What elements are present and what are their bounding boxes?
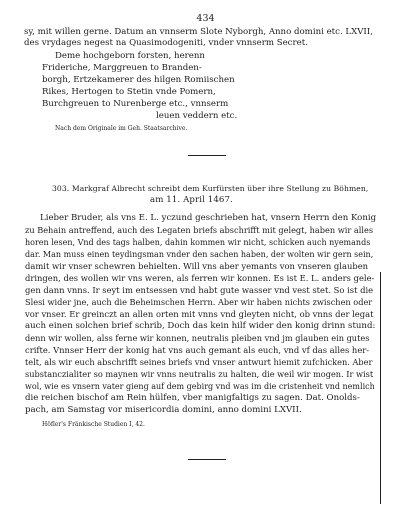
body-line: Lieber Bruder, als vns E. L. yczund geschrieben hat, vnsern Herrn den Konig <box>40 213 377 223</box>
body-line: telt, als wir euch abschrifft seines briefs vnd vnser antwurt hiemit zufchicken. Aber <box>25 357 373 367</box>
address-line: Deme hochgeborn forsten, herenn <box>55 51 205 61</box>
body-line: gen dann vnns. Ir seyt im entsessen vnd habt gute wasser vnd vest stet. So ist die <box>25 285 374 295</box>
address-line: Rikes, Hertogen to Stetin vnde Pomern, <box>42 87 216 97</box>
section-divider <box>188 459 226 460</box>
body-line: Slesi wider jne, auch die Beheimschen Herrn. Aber wir haben nichts zwischen oder <box>25 297 373 307</box>
document-title-line1: Markgraf Albrecht schreibt dem Kurfürsten über ihre Stellung zu Böhmen, <box>71 184 369 193</box>
body-line: crifte. Vnnser Herr der konig hat vns auch gemant als euch, vnd vf das alles her- <box>25 345 370 355</box>
body-line: denn wir wollen, alss ferne wir konnen, neutralis pleiben vnd jm glauben ein gutes <box>25 333 370 343</box>
address-line: borgh, Ertzekamerer des hilgen Romiischen <box>42 75 235 85</box>
source-note: Nach dem Originale im Geh. Staatsarchive. <box>55 125 188 132</box>
address-line: leuen veddern etc. <box>156 111 238 121</box>
document-number: 303. <box>52 184 70 193</box>
body-line: zu Behain antreffend, auch des Legaten briefs abschrifft mit gelegt, haben wir alles <box>25 225 374 235</box>
body-line: auch einen solchen brief schrib, Doch das kein hilf wider den konig drinn stund: <box>25 321 376 331</box>
body-line: dringen, des wollen wir vns weren, als ferren wir konnen. Es ist E. L. anders gele- <box>25 273 375 283</box>
address-line: Burchgreuen to Nurenberge etc., vnnserm <box>42 99 229 109</box>
document-heading <box>52 183 368 194</box>
body-line: wol, wie es vnsern vater gieng auf dem gebirg vnd was im die cristenheit vnd nemlich <box>25 382 375 391</box>
body-line: horen lesen, Vnd des tags halben, dahin kommen wir nicht, schicken auch nyemands <box>25 238 371 247</box>
body-line: substanczialiter so maynen wir vnns neutralis zu halten, die weil wir mogen. Ir wist <box>25 369 374 379</box>
address-line: Frideriche, Marggreuen to Branden- <box>42 63 202 73</box>
body-line: die reichen bischof am Rein hülfen, vber manigfaltigs zu sagen. Dat. Onolds- <box>25 393 360 403</box>
text-line: des vrydages negest na Quasimodogeniti, vnder vnnserm Secret. <box>24 38 308 48</box>
document-title-line2: am 11. April 1467. <box>150 195 233 205</box>
page-number: 434 <box>196 13 215 24</box>
body-line: pach, am Samstag vor misericordia domini, anno domini LXVII. <box>25 405 302 415</box>
body-line: vor vnser. Er greinczt an allen orten mit vnns vnd gleyten nicht, ob vnns der legat <box>25 309 374 319</box>
body-line: damit wir vnser schewren behielten. Will vns aber yemants von vnseren glauben <box>25 261 369 271</box>
section-divider <box>188 155 226 156</box>
margin-line <box>380 272 381 504</box>
body-line: dar. Man muss einen teydingsman vnder den sachen haben, der wolten wir gern sein, <box>25 250 374 259</box>
footer-note: Höfler's Fränkische Studien I, 42. <box>42 421 145 428</box>
text-line: sy, mit willen gerne. Datum an vnnserm Slote Nyborgh, Anno domini etc. LXVII, <box>24 27 373 37</box>
